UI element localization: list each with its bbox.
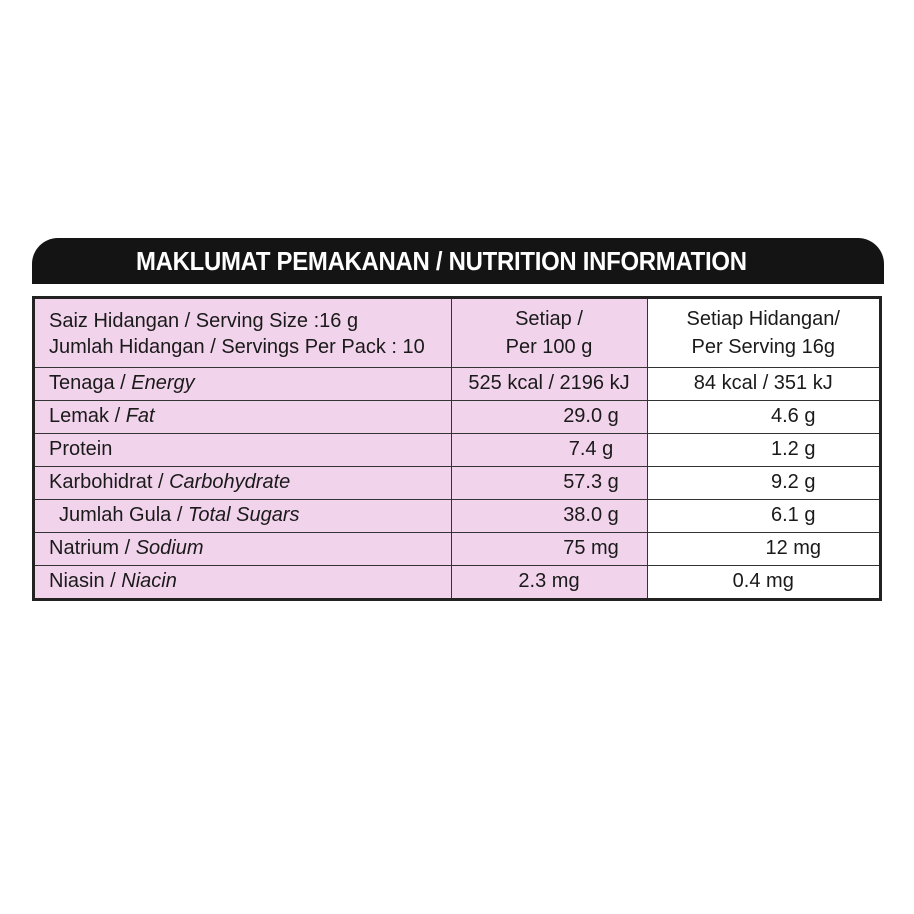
per-100g-value-text: 525 kcal / 2196 kJ [468, 372, 630, 394]
per-serving-header-line-2: Per Serving 16g [691, 335, 835, 358]
nutrition-title: MAKLUMAT PEMAKANAN / NUTRITION INFORMATION [136, 245, 747, 276]
table-row [35, 532, 879, 565]
per-serving-value [647, 466, 879, 499]
nutrition-panel [32, 238, 884, 601]
per-100g-value [451, 565, 647, 598]
per-100g-value [451, 532, 647, 565]
nutrient-label-ms: Natrium / [49, 537, 136, 559]
per-100g-value [451, 433, 647, 466]
nutrient-label [35, 565, 451, 598]
servings-per-pack-text: Jumlah Hidangan / Servings Per Pack : 10 [49, 335, 425, 358]
per-serving-value-text: 0.4 mg [732, 570, 794, 593]
per-serving-value [647, 367, 879, 400]
nutrient-label-ms: Protein [49, 438, 113, 460]
nutrient-label-ms: Tenaga / [49, 372, 132, 394]
nutrient-label [35, 367, 451, 400]
per-serving-value [647, 433, 879, 466]
nutrient-label-ms: Niasin / [49, 570, 122, 593]
per-serving-value-text: 1.2 g [771, 438, 816, 460]
per-100g-value [451, 367, 647, 400]
nutrient-label [35, 499, 451, 532]
nutrition-header-bar [32, 238, 884, 284]
nutrient-label [35, 532, 451, 565]
per-serving-value [647, 565, 879, 598]
nutrient-label-ms: Jumlah Gula / [59, 504, 188, 526]
table-row [35, 400, 879, 433]
per-100g-value-text: 29.0 g [563, 405, 619, 427]
serving-info-cell [35, 299, 451, 367]
per-100g-header-line-1: Setiap / [515, 307, 583, 330]
per-serving-value-text: 12 mg [765, 537, 822, 559]
nutrient-label [35, 433, 451, 466]
table-row [35, 499, 879, 532]
nutrition-table [35, 299, 879, 598]
per-100g-value-text: 2.3 mg [518, 570, 580, 593]
nutrient-label-ms: Lemak / [49, 405, 126, 427]
per-serving-value-text: 84 kcal / 351 kJ [693, 372, 833, 394]
per-serving-value [647, 499, 879, 532]
per-100g-value-text: 57.3 g [563, 471, 619, 493]
per-100g-value-text: 7.4 g [568, 438, 614, 460]
per-100g-value-text: 38.0 g [563, 504, 619, 526]
per-100g-value [451, 499, 647, 532]
nutrient-label-en: Fat [125, 405, 155, 427]
nutrient-label-en: Niacin [121, 570, 177, 593]
table-row [35, 466, 879, 499]
nutrient-label-en: Energy [131, 372, 195, 394]
table-row [35, 433, 879, 466]
nutrient-label-en: Total Sugars [187, 504, 300, 526]
per-100g-header-line-2: Per 100 g [505, 335, 593, 358]
nutrition-table-frame [32, 296, 882, 601]
nutrient-label-en: Sodium [135, 537, 204, 559]
per-serving-value-text: 4.6 g [771, 405, 816, 427]
per-100g-value [451, 466, 647, 499]
table-header-row [35, 299, 879, 367]
nutrient-label [35, 400, 451, 433]
per-serving-value-text: 6.1 g [771, 504, 816, 526]
nutrient-label-ms: Karbohidrat / [49, 471, 170, 493]
per-100g-value-text: 75 mg [563, 537, 619, 559]
per-serving-value-text: 9.2 g [771, 471, 816, 493]
per-100g-value [451, 400, 647, 433]
per-serving-value [647, 400, 879, 433]
per-100g-header [451, 299, 647, 367]
table-row [35, 367, 879, 400]
per-serving-header-line-1: Setiap Hidangan/ [686, 307, 840, 330]
per-serving-header [647, 299, 879, 367]
serving-size-text: Saiz Hidangan / Serving Size :16 g [49, 309, 359, 332]
per-serving-value [647, 532, 879, 565]
nutrient-label [35, 466, 451, 499]
nutrient-label-en: Carbohydrate [169, 471, 291, 493]
table-row [35, 565, 879, 598]
